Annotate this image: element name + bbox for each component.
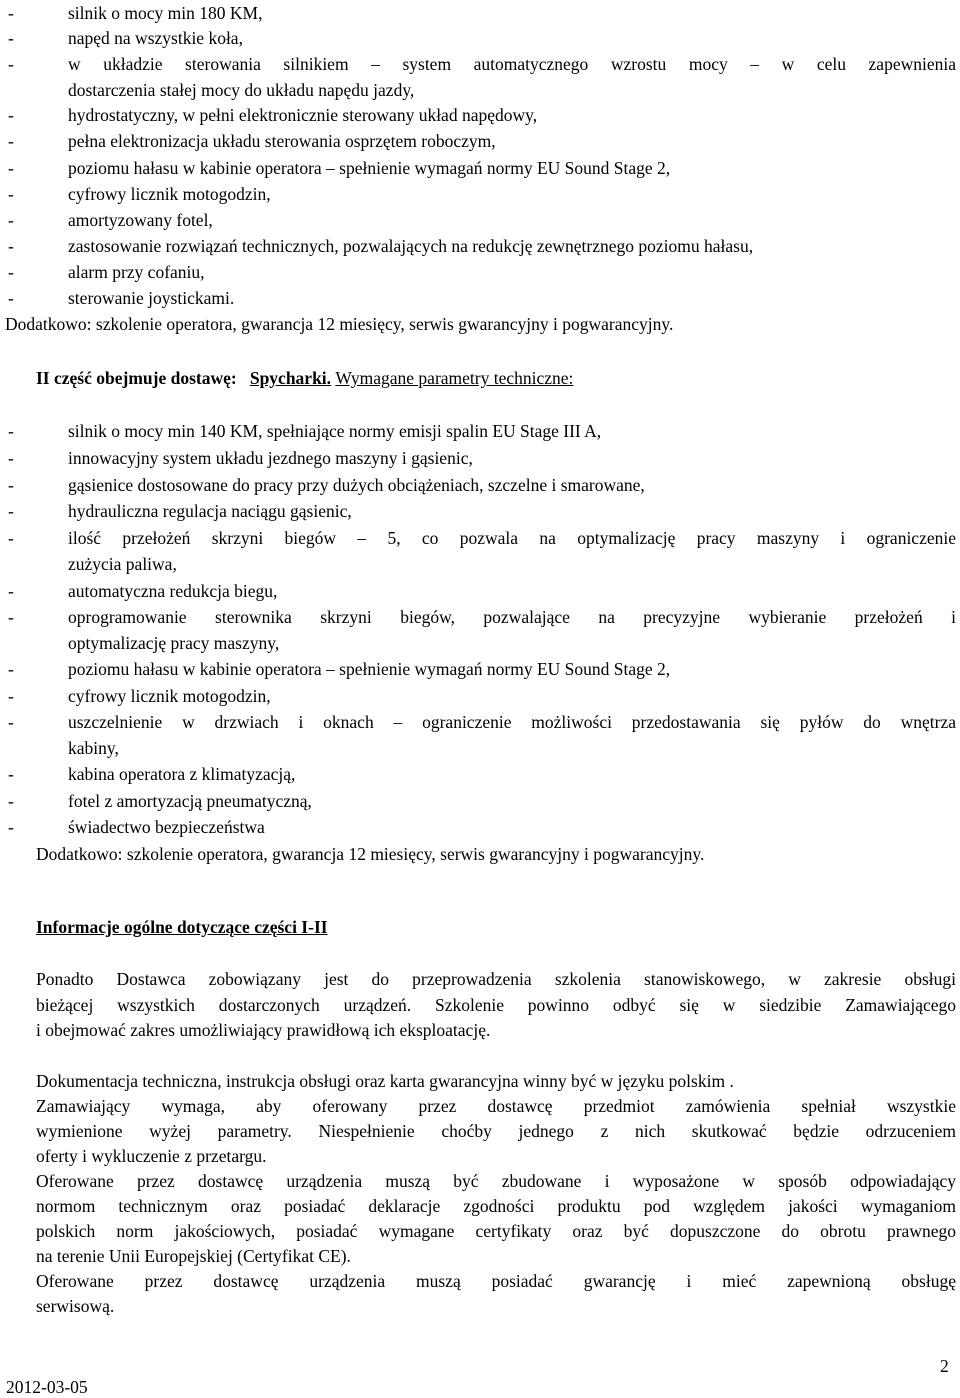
part-two-title [36, 367, 573, 389]
document-page: - silnik o mocy min 180 KM, - napęd na wszystkie koła, - w układzie sterowania silnikiem – system automatycznego wzrostu mocy – w celu zapewnienia dostarczenia stałej mocy do układu napędu jazdy, - hydrostatyczny, w pełni elektronicznie sterowany układ napędowy, - pełna elektronizacja układu sterowania osprzętem roboczym, - poziomu hałasu w kabinie operatora – spełnienie wymagań normy EU Sound Stage 2, - cyfrowy licznik motogodzin, - amortyzowany fotel, - zastosowanie rozwiązań technicznych, pozwalających na redukcję zewnętrznego poziomu hałasu, - alarm przy cofaniu, - sterowanie joystickami. Dodatkowo: szkolenie operatora, gwarancja 12 miesięcy, serwis gwarancyjny i pogwarancyjny. II część obejmuje dostawę: Spycharki. Wymagane parametry techniczne: - silnik o mocy min 140 KM, spełniające normy emisji spalin EU Stage III A, - innowacyjny system układu jezdnego maszyny i gąsienic, - gąsienice dostosowane do pracy przy dużych obciążeniach, szczelne i smarowane, - hydrauliczna regulacja naciągu gąsienic, - ilość przełożeń skrzyni biegów – 5, co pozwala na optymalizację pracy maszyny i ograniczenie zużycia paliwa, - automatyczna redukcja biegu, - oprogramowanie sterownika skrzyni biegów, pozwalające na precyzyjne wybieranie przełożeń i optymalizację pracy maszyny, - poziomu hałasu w kabinie operatora – spełnienie wymagań normy EU Sound Stage 2, - cyfrowy licznik motogodzin, - uszczelnienie w drzwiach i oknach – ograniczenie możliwości przedostawania się pyłów do wnętrza kabiny, - kabina operatora z klimatyzacją, - fotel z amortyzacją pneumatyczną, - świadectwo bezpieczeństwa Dodatkowo: szkolenie operatora, gwarancja 12 miesięcy, serwis gwarancyjny i pogwarancyjny. Informacje ogólne dotyczące części I-II Ponadto Dostawca zobowiązany jest do przeprowadzenia szkolenia stanowiskowego, w zakresie obsługi bieżącej wszystkich dostarczonych urządzeń. Szkolenie powinno odbyć się w siedzibie Zamawiającego i obejmować zakres umożliwiający prawidłową ich eksploatację. Dokumentacja techniczna, instrukcja obsługi oraz karta gwarancyjna winny być w języku polskim . Zamawiający wymaga, aby oferowany przez dostawcę przedmiot zamówienia spełniał wszystkie wymienione wyżej parametry. Niespełnienie choćby jednego z nich skutkować będzie odrzuceniem oferty i wykluczenie z przetargu. Oferowane przez dostawcę urządzenia muszą być zbudowane i wyposażone w sposób odpowiadający normom technicznym oraz posiadać deklaracje zgodności produktu pod względem jakości wymaganiom polskich norm jakościowych, posiadać wymagane certyfikaty oraz być dopuszczone do obrotu prawnego na terenie Unii Europejskiej (Certyfikat CE). Oferowane przez dostawcę urządzenia muszą posiadać gwarancję i mieć zapewnioną obsługę serwisową. 2 2012-03-05 [5, 3, 956, 1397]
footer-date: 2012-03-05 [6, 1377, 88, 1397]
part-two-prefix: II część obejmuje dostawę: [36, 368, 237, 388]
part-two-params: Wymagane parametry techniczne: [335, 368, 574, 388]
page-number: 2 [940, 1356, 949, 1376]
part-two-item: Spycharki. [249, 368, 332, 388]
